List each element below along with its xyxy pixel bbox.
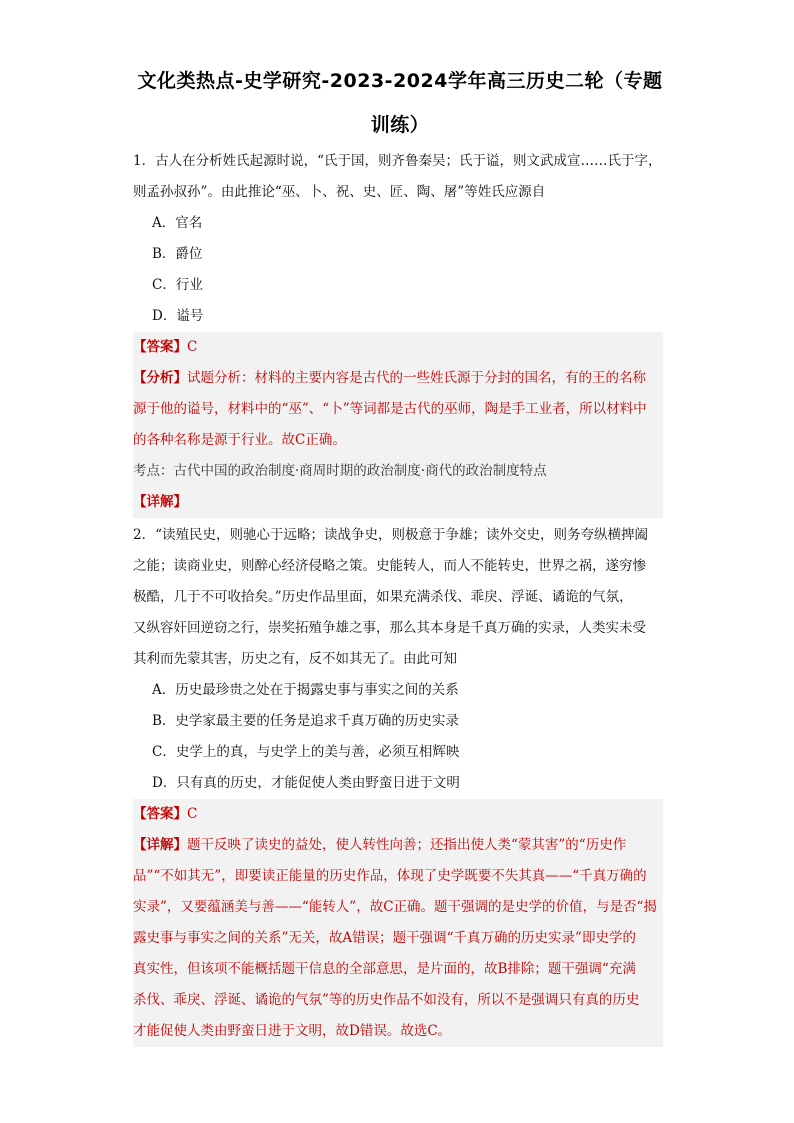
- q1-answer-line: [133, 332, 663, 363]
- q2-option-c: C．史学上的真，与史学上的美与善，必须互相辉映: [152, 744, 460, 760]
- q2-stem-line-4: 又纵容奸回逆窃之行，崇奖拓殖争雄之事，那么其本身是千真万确的实录，人类实未受: [133, 620, 646, 636]
- q1-stem-line-2: 则孟孙叔孙”。由此推论“巫、卜、祝、史、匠、陶、屠”等姓氏应源自: [133, 184, 546, 200]
- doc-title-line-2: 训练）: [370, 114, 430, 136]
- q1-kaodian: 考点：古代中国的政治制度·商周时期的政治制度·商代的政治制度特点: [133, 456, 663, 487]
- q1-option-c: C．行业: [152, 277, 203, 293]
- q2-stem-line-1: 2．“读殖民史，则驰心于远略；读战争史，则极意于争雄；读外交史，则务夸纵横捭阖: [133, 527, 648, 543]
- answer-tag: 【答案】: [133, 806, 187, 822]
- detail-tag: 【详解】: [133, 494, 187, 510]
- q2-stem-line-5: 其利而先蒙其害，历史之有，反不如其无了。由此可知: [133, 651, 457, 667]
- answer-value: C: [187, 339, 198, 355]
- analysis-text: 试题分析：材料的主要内容是古代的一些姓氏源于分封的国名，有的王的名称: [187, 370, 646, 386]
- q2-option-a: A．历史最珍贵之处在于揭露史事与事实之间的关系: [152, 682, 459, 698]
- q1-analysis-line-1: [133, 363, 663, 394]
- q1-option-d: D．谥号: [152, 308, 204, 324]
- answer-value: C: [187, 806, 198, 822]
- q1-option-a: A．官名: [152, 215, 203, 231]
- analysis-tag: 【分析】: [133, 370, 187, 386]
- q2-option-d: D．只有真的历史，才能促使人类由野蛮日进于文明: [152, 775, 460, 791]
- q1-analysis-line-2: 源于他的谥号，材料中的“巫”、“卜”等词都是古代的巫师，陶是手工业者，所以材料中: [133, 394, 663, 425]
- answer-tag: 【答案】: [133, 339, 187, 355]
- q2-detail-line-3: 实录”，又要蕴涵美与善——“能转人”，故C正确。题干强调的是史学的价值，与是否“揭: [133, 892, 663, 923]
- doc-title-line-1: 文化类热点-史学研究-2023-2024学年高三历史二轮（专题: [137, 70, 663, 92]
- q2-detail-line-2: 品”“不如其无”，即要读正能量的历史作品，体现了史学既要不失其真——“千真万确的: [133, 861, 663, 892]
- q2-detail-line-5: 真实性，但该项不能概括题干信息的全部意思，是片面的，故B排除；题干强调“充满: [133, 954, 663, 985]
- q2-stem-line-3: 极酷，几于不可收拾矣。”历史作品里面，如果充满杀伐、乖戾、浮诞、谲诡的气氛，: [133, 589, 633, 605]
- detail-text: 题干反映了读史的益处，使人转性向善；还指出使人类“蒙其害”的“历史作: [187, 837, 627, 853]
- q2-detail-line-7: 才能促使人类由野蛮日进于文明，故D错误。故选C。: [133, 1016, 663, 1047]
- q2-stem-line-2: 之能；读商业史，则醉心经济侵略之策。史能转人，而人不能转史，世界之祸，遂穷惨: [133, 558, 646, 574]
- q1-option-b: B．爵位: [152, 246, 203, 262]
- q1-analysis-line-3: 的各种名称是源于行业。故C正确。: [133, 425, 663, 456]
- q2-detail-line-4: 露史事与事实之间的关系”无关，故A错误；题干强调“千真万确的历史实录”即史学的: [133, 923, 663, 954]
- q2-option-b: B．史学家最主要的任务是追求千真万确的历史实录: [152, 713, 459, 729]
- q1-detail-line: [133, 487, 663, 518]
- q2-answer-line: [133, 799, 663, 830]
- detail-tag: 【详解】: [133, 837, 187, 853]
- q2-detail-line-1: [133, 830, 663, 861]
- q1-stem-line-1: 1．古人在分析姓氏起源时说，“氏于国，则齐鲁秦吴；氏于谥，则文武成宣……氏于字，: [133, 153, 662, 169]
- q2-detail-line-6: 杀伐、乖戾、浮诞、谲诡的气氛”等的历史作品不如没有，所以不是强调只有真的历史: [133, 985, 663, 1016]
